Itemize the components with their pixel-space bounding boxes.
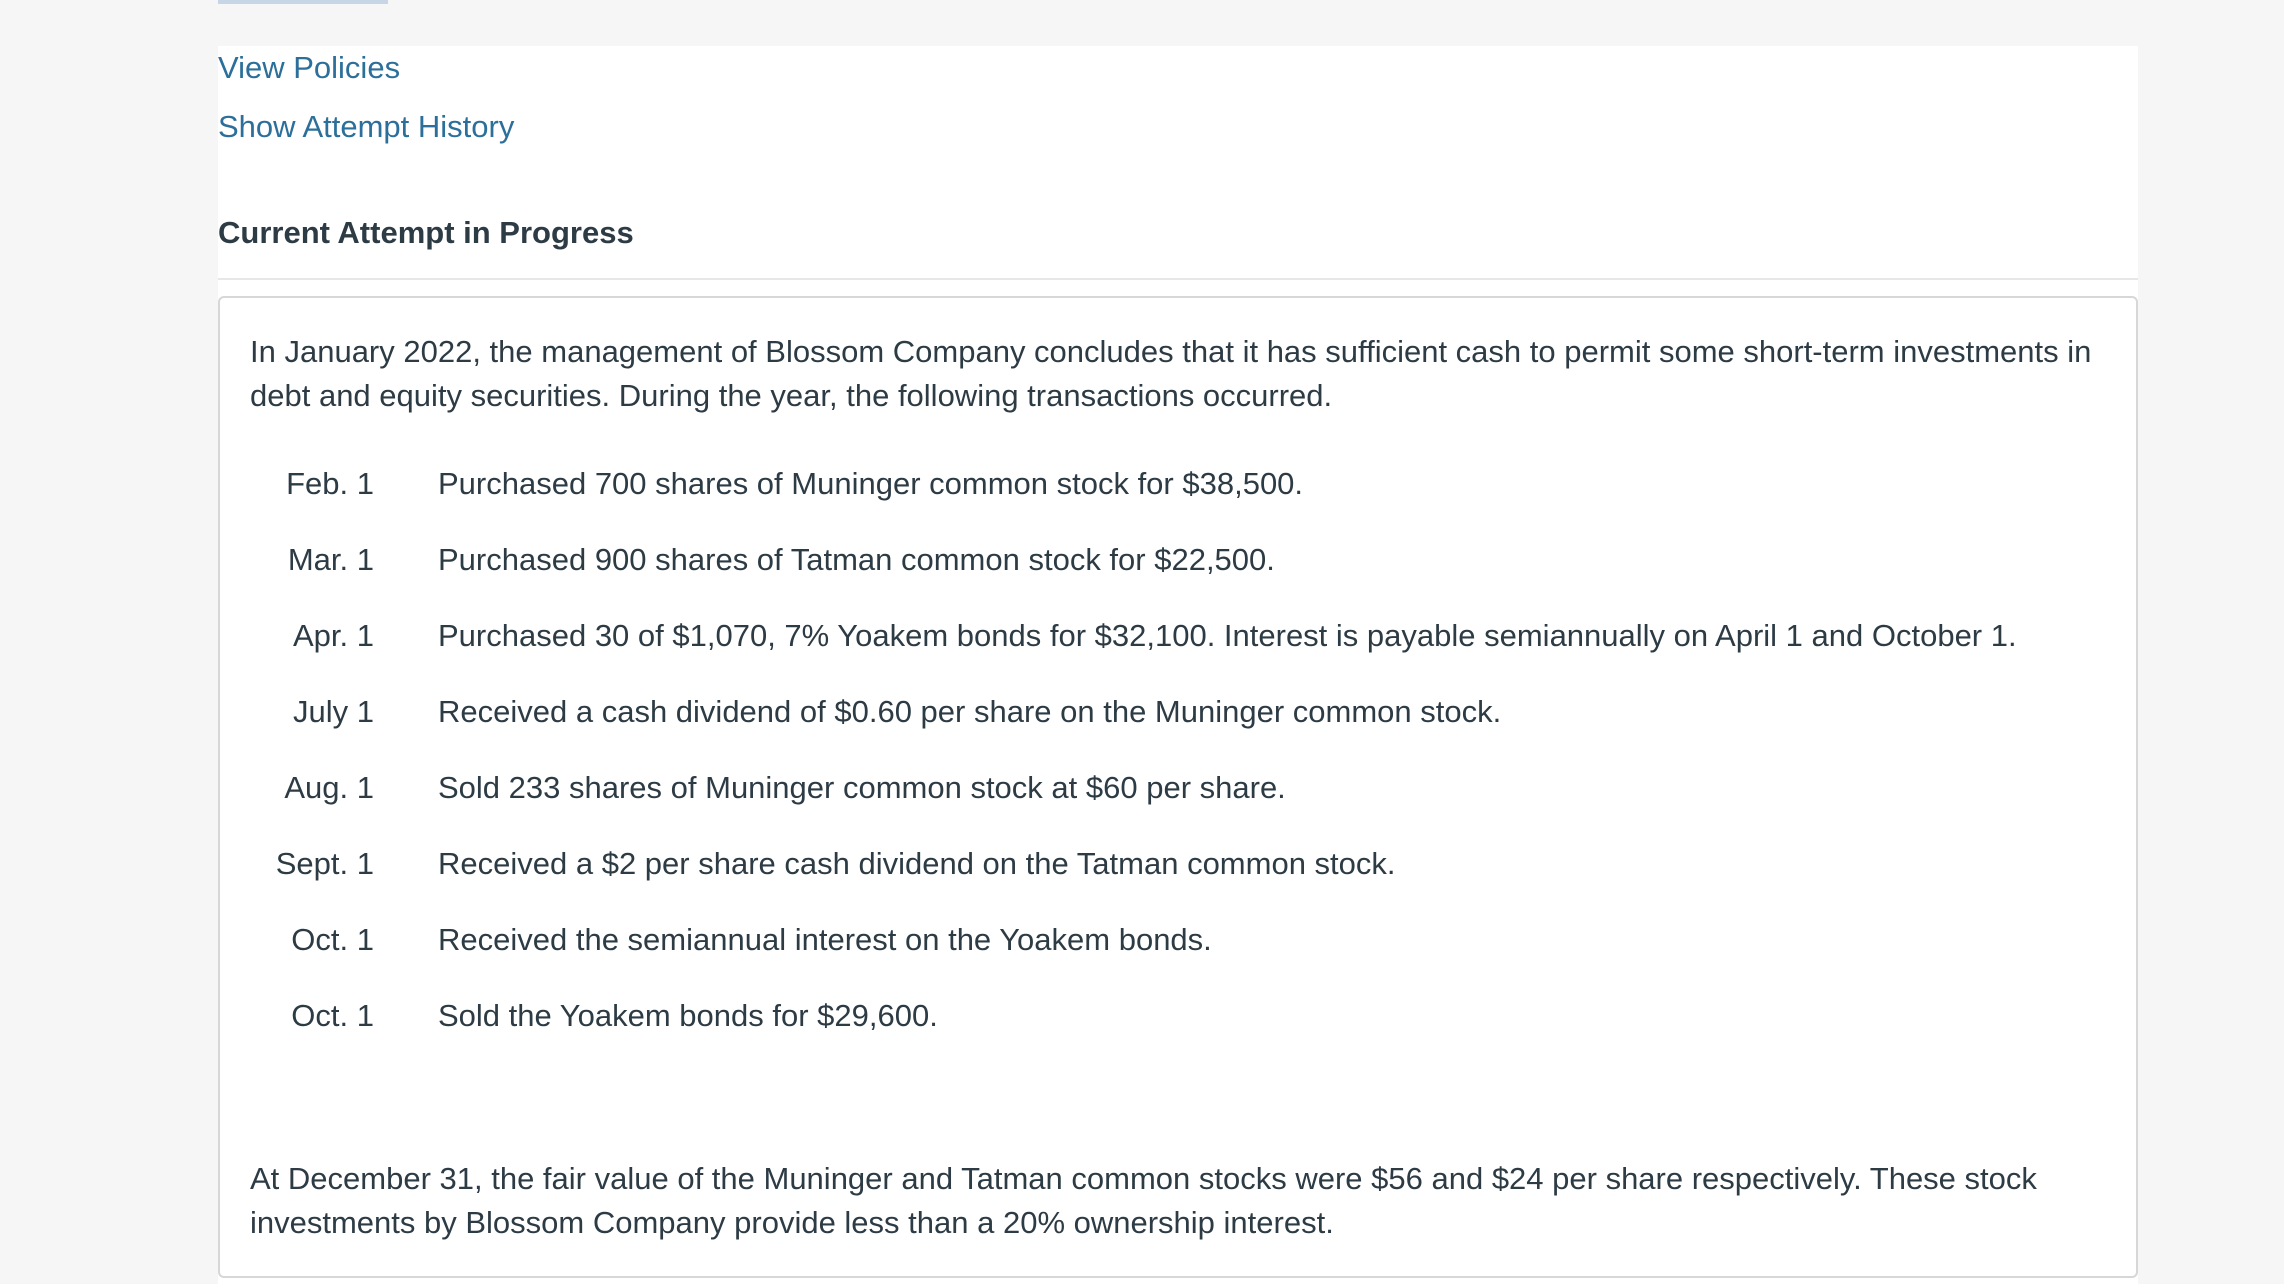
question-intro: In January 2022, the management of Blossom Company concludes that it has sufficient cash to permit some short-term investments in debt and equity securities. During the year, the following transactions occurred. bbox=[250, 334, 2092, 413]
active-tab-indicator bbox=[218, 0, 388, 4]
transaction-date: Oct. 1 bbox=[291, 998, 374, 1033]
transaction-row bbox=[250, 844, 2110, 920]
transaction-row bbox=[250, 616, 2110, 692]
transaction-description: Sold 233 shares of Muninger common stock at $60 per share. bbox=[438, 770, 1286, 805]
show-attempt-history-link[interactable]: Show Attempt History bbox=[218, 109, 515, 144]
current-attempt-heading: Current Attempt in Progress bbox=[218, 215, 634, 250]
transaction-row bbox=[250, 996, 2110, 1072]
quiz-panel bbox=[218, 46, 2138, 1284]
transaction-date: Apr. 1 bbox=[293, 618, 374, 653]
transaction-list bbox=[250, 464, 2110, 1072]
transaction-date: July 1 bbox=[293, 694, 374, 729]
section-divider bbox=[218, 278, 2138, 280]
transaction-description: Received the semiannual interest on the Yoakem bonds. bbox=[438, 922, 1212, 957]
transaction-date: Oct. 1 bbox=[291, 922, 374, 957]
transaction-row bbox=[250, 920, 2110, 996]
transaction-description: Received a $2 per share cash dividend on the Tatman common stock. bbox=[438, 846, 1396, 881]
transaction-row bbox=[250, 768, 2110, 844]
transaction-description: Purchased 900 shares of Tatman common stock for $22,500. bbox=[438, 542, 1275, 577]
view-policies-link[interactable]: View Policies bbox=[218, 50, 401, 85]
transaction-date: Sept. 1 bbox=[275, 846, 374, 881]
question-conclusion: At December 31, the fair value of the Muninger and Tatman common stocks were $56 and $24 per share respectively. These stock investments by Blossom Company provide less than a 20% ownership interest. bbox=[250, 1161, 2037, 1240]
transaction-row bbox=[250, 692, 2110, 768]
transaction-description: Purchased 700 shares of Muninger common stock for $38,500. bbox=[438, 466, 1304, 501]
transaction-description: Purchased 30 of $1,070, 7% Yoakem bonds for $32,100. Interest is payable semiannually on April 1 and October 1. bbox=[438, 618, 2017, 653]
transaction-date: Mar. 1 bbox=[287, 542, 374, 577]
transaction-description: Received a cash dividend of $0.60 per share on the Muninger common stock. bbox=[438, 694, 1502, 729]
transaction-description: Sold the Yoakem bonds for $29,600. bbox=[438, 998, 938, 1033]
top-strip bbox=[0, 0, 2284, 46]
transaction-date: Aug. 1 bbox=[284, 770, 374, 805]
transaction-row bbox=[250, 464, 2110, 540]
transaction-row bbox=[250, 540, 2110, 616]
transaction-date: Feb. 1 bbox=[286, 466, 374, 501]
question-card bbox=[218, 296, 2138, 1278]
